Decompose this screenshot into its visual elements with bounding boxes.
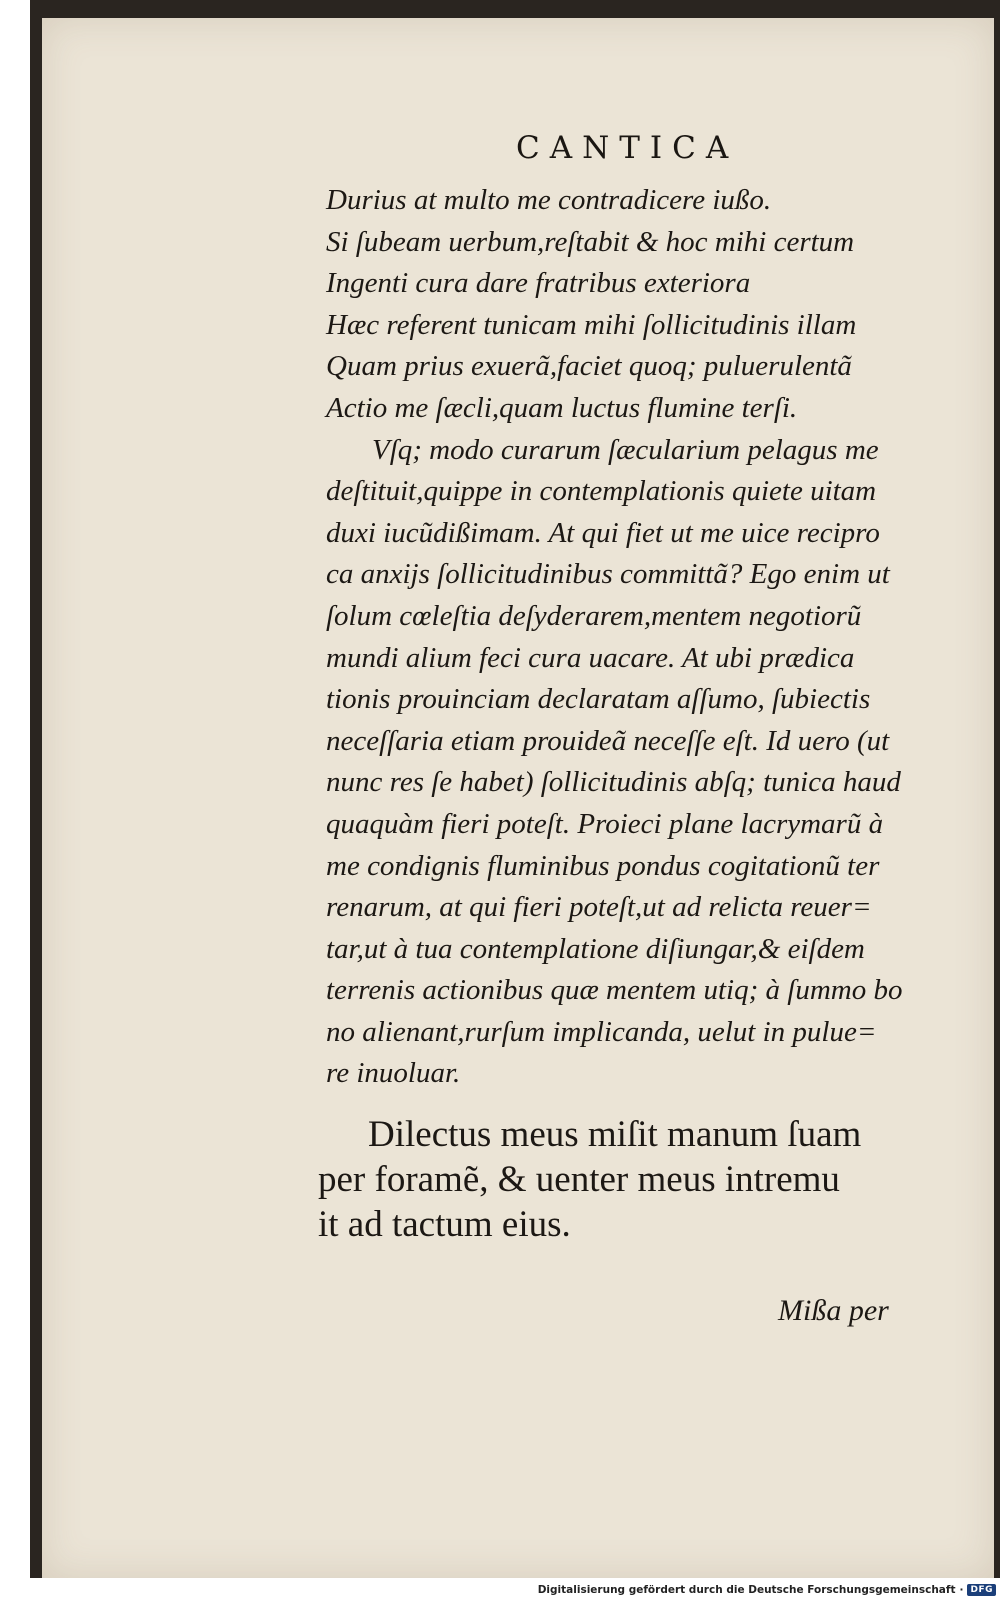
body-line: Hæc referent tunicam mihi ſollicitudinis illam	[326, 308, 857, 341]
body-line: Si ſubeam uerbum,reſtabit & hoc mihi certum	[326, 225, 855, 258]
body-line: Actio me ſæcli,quam luctus flumine terſi.	[326, 391, 798, 424]
body-line: tionis prouinciam declaratam aſſumo, ſubiectis	[326, 683, 871, 716]
body-line: duxi iucũdißimam. At qui fiet ut me uice recipro	[326, 516, 880, 549]
body-line: deſtituit,quippe in contemplationis quiete uitam	[326, 475, 877, 508]
credit-text: Digitalisierung gefördert durch die Deutsche Forschungsgemeinschaft	[537, 1584, 956, 1596]
digitization-credit	[538, 1580, 996, 1600]
body-line: terrenis actionibus quæ mentem utiq; à ſummo bo	[326, 974, 903, 1007]
body-line: me condignis fluminibus pondus cogitationũ ter	[326, 849, 880, 882]
body-line: neceſſaria etiam prouideã neceſſe eſt. Id uero (ut	[326, 724, 890, 757]
body-line: quaquàm fieri poteſt. Proieci plane lacrymarũ à	[326, 807, 884, 840]
credit-separator: ·	[959, 1584, 964, 1596]
verse-line: Dilectus meus miſit manum ſuam	[368, 1114, 862, 1155]
body-line: ſolum cœleſtia deſyderarem,mentem negotiorũ	[326, 599, 862, 632]
body-text-block	[326, 180, 946, 1095]
body-line: nunc res ſe habet) ſollicitudinis abſq; tunica haud	[326, 766, 901, 799]
dfg-logo-icon: DFG	[967, 1584, 996, 1596]
catchword: Mißa per	[778, 1294, 889, 1327]
body-line: ca anxijs ſollicitudinibus committã? Ego enim ut	[326, 558, 890, 591]
body-line: tar,ut à tua contemplatione diſiungar,& eiſdem	[326, 932, 865, 965]
running-head: CANTICA	[516, 130, 739, 166]
verse-line: it ad tactum eius.	[318, 1204, 571, 1245]
body-line: re inuoluar.	[326, 1057, 461, 1090]
verse-line: per foramẽ, & uenter meus intremu	[318, 1159, 840, 1200]
body-line: mundi alium feci cura uacare. At ubi prædica	[326, 641, 855, 674]
body-line: Quam prius exuerã,faciet quoq; puluerulentã	[326, 350, 852, 383]
body-line: Durius at multo me contradicere iußo.	[326, 184, 772, 216]
body-line: no alienant,rurſum implicanda, uelut in pulue=	[326, 1015, 877, 1048]
body-line: renarum, at qui fieri poteſt,ut ad relicta reuer=	[326, 891, 872, 924]
verse-block	[318, 1112, 938, 1247]
body-line: Ingenti cura dare fratribus exteriora	[326, 267, 751, 300]
body-line: Vſq; modo curarum ſæcularium pelagus me	[372, 433, 879, 466]
